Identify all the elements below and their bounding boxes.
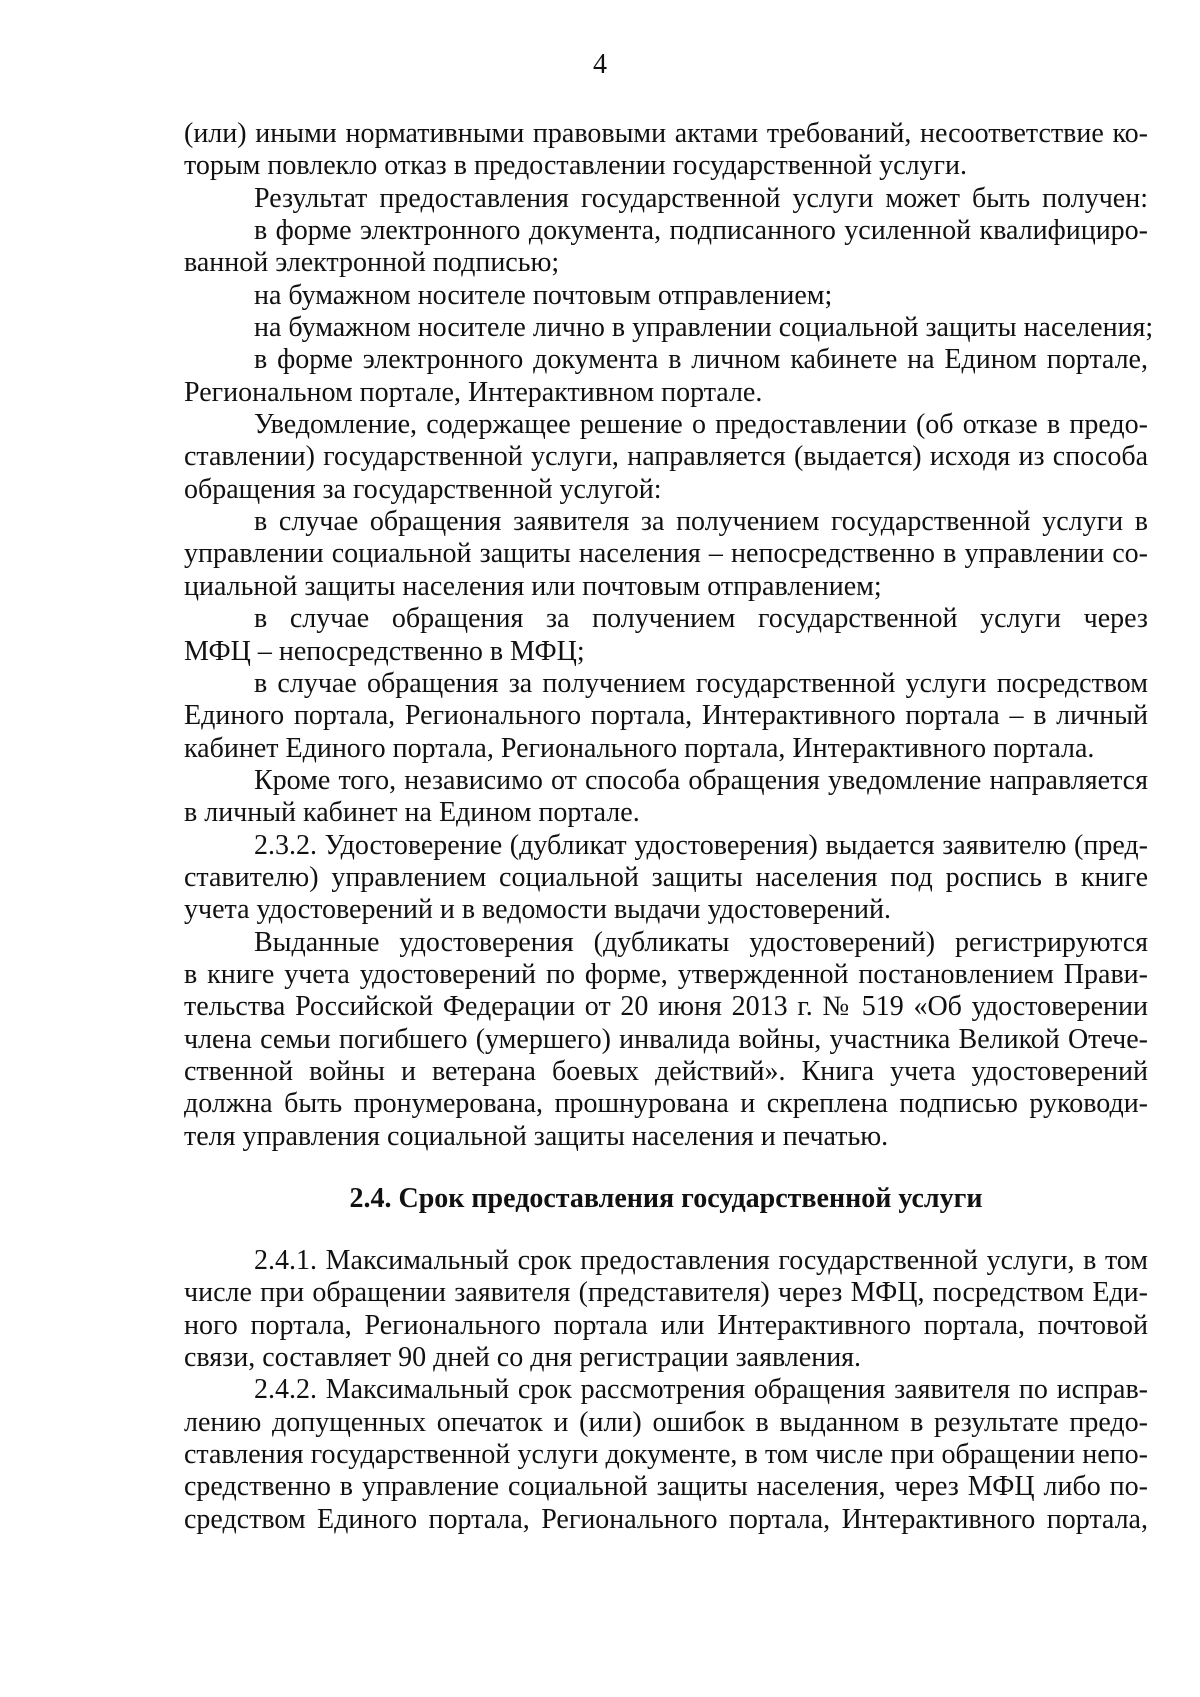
paragraph: [184, 668, 1148, 765]
text-line: Региональном портале, Интерактивном портале.: [184, 376, 763, 408]
page-number: 4: [593, 49, 607, 80]
paragraph: [184, 1374, 1148, 1536]
text-line: в книге учета удостоверений по форме, утвержденной постановлением Прави-: [184, 958, 1148, 990]
text-line: учета удостоверений и в ведомости выдачи удостоверений.: [184, 894, 891, 926]
paragraph: [184, 183, 1148, 215]
paragraph: [184, 344, 1148, 409]
text-line: Выданные удостоверения (дубликаты удостоверений) регистрируются: [254, 926, 1148, 958]
paragraph: [184, 409, 1148, 506]
text-line: в форме электронного документа, подписанного усиленной квалифициро-: [254, 215, 1148, 247]
paragraph: [184, 312, 1154, 344]
text-line: числе при обращении заявителя (представителя) через МФЦ, посредством Еди-: [184, 1277, 1148, 1309]
paragraph: [184, 215, 1148, 280]
text-line: обращения за государственной услугой:: [184, 473, 662, 505]
text-line: ного портала, Регионального портала или Интерактивного портала, почтовой: [184, 1309, 1148, 1341]
text-line: 2.4.1. Максимальный срок предоставления государственной услуги, в том: [254, 1245, 1148, 1276]
text-line: Единого портала, Регионального портала, Интерактивного портала – в личный: [184, 700, 1148, 732]
text-line: ванной электронной подписью;: [184, 247, 560, 279]
text-line: на бумажном носителе лично в управлении социальной защиты населения;: [254, 312, 1154, 344]
text-line: кабинет Единого портала, Регионального портала, Интерактивного портала.: [184, 732, 1095, 764]
text-line: управлении социальной защиты населения – непосредственно в управлении со-: [184, 538, 1148, 570]
paragraph: [184, 830, 1148, 927]
text-line: торым повлекло отказ в предоставлении государственной услуги.: [184, 150, 968, 182]
text-line: в случае обращения заявителя за получением государственной услуги в: [254, 506, 1148, 538]
text-line: в случае обращения за получением государственной услуги через: [254, 603, 1148, 635]
text-line: ставителю) управлением социальной защиты населения под роспись в книге: [184, 861, 1148, 893]
text-line: ственной войны и ветерана боевых действий». Книга учета удостоверений: [184, 1055, 1148, 1087]
text-line: в форме электронного документа в личном кабинете на Едином портале,: [254, 344, 1148, 376]
section-heading: 2.4. Срок предоставления государственной услуги: [349, 1183, 983, 1214]
text-line: ставлении) государственной услуги, направляется (выдается) исходя из способа: [184, 441, 1148, 473]
document-body: [184, 118, 1154, 1536]
text-line: циальной защиты населения или почтовым отправлением;: [184, 570, 882, 602]
text-line: в личный кабинет на Едином портале.: [184, 797, 640, 829]
text-line: в случае обращения за получением государственной услуги посредством: [254, 667, 1148, 699]
text-line: Результат предоставления государственной услуги может быть получен:: [254, 182, 1148, 214]
paragraph: [184, 506, 1148, 603]
text-line: средственно в управление социальной защиты населения, через МФЦ либо по-: [184, 1471, 1148, 1503]
text-line: связи, составляет 90 дней со дня регистрации заявления.: [184, 1342, 862, 1374]
paragraph: [184, 1245, 1148, 1374]
text-line: 2.4.2. Максимальный срок рассмотрения обращения заявителя по исправ-: [254, 1374, 1148, 1406]
text-line: Уведомление, содержащее решение о предоставлении (об отказе в предо-: [254, 409, 1148, 441]
text-line: Кроме того, независимо от способа обращения уведомление направляется: [254, 764, 1148, 796]
paragraph: [184, 118, 1148, 183]
text-line: лению допущенных опечаток и (или) ошибок в выданном в результате предо-: [184, 1406, 1148, 1438]
text-line: МФЦ – непосредственно в МФЦ;: [184, 635, 585, 667]
paragraph: [184, 927, 1148, 1153]
text-line: средством Единого портала, Регионального портала, Интерактивного портала,: [184, 1503, 1148, 1535]
paragraph: [184, 765, 1148, 830]
text-line: члена семьи погибшего (умершего) инвалида войны, участника Великой Отече-: [184, 1023, 1148, 1055]
text-line: 2.3.2. Удостоверение (дубликат удостоверения) выдается заявителю (пред-: [254, 829, 1148, 861]
text-line: (или) иными нормативными правовыми актами требований, несоответствие ко-: [184, 118, 1148, 149]
text-line: теля управления социальной защиты населения и печатью.: [184, 1120, 889, 1152]
text-line: должна быть пронумерована, прошнурована и скреплена подписью руководи-: [184, 1088, 1148, 1120]
text-line: на бумажном носителе почтовым отправлением;: [254, 279, 833, 311]
paragraph: [184, 603, 1148, 668]
text-line: тельства Российской Федерации от 20 июня 2013 г. № 519 «Об удостоверении: [184, 991, 1148, 1023]
text-line: ставления государственной услуги документе, в том числе при обращении непо-: [184, 1439, 1148, 1471]
paragraph: [184, 280, 1148, 312]
